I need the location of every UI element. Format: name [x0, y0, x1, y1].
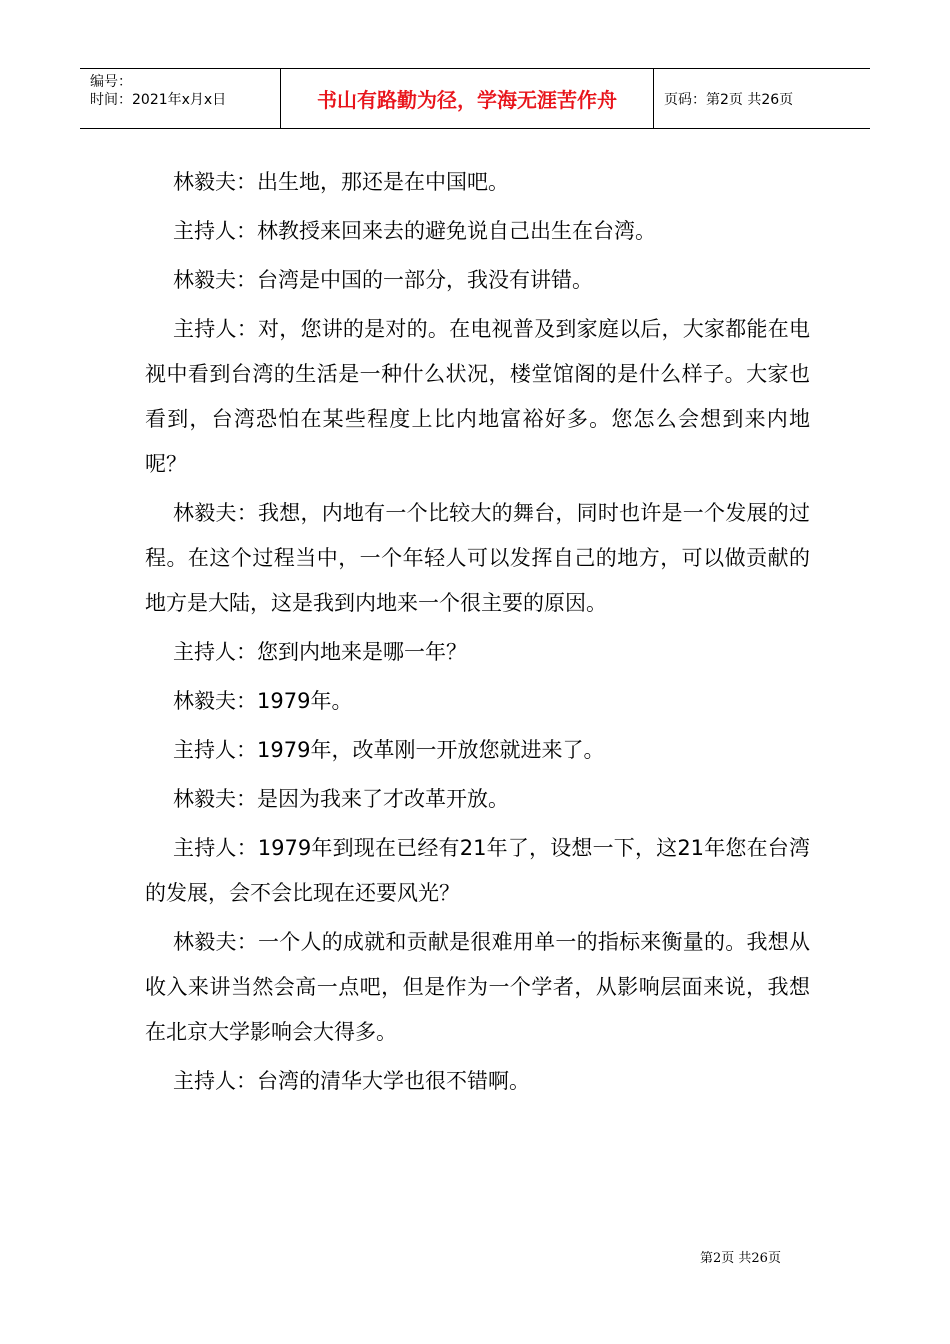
paragraph: 主持人：对，您讲的是对的。在电视普及到家庭以后，大家都能在电视中看到台湾的生活是一种什么状况，楼堂馆阁的是什么样子。大家也看到，台湾恐怕在某些程度上比内地富裕好多。您怎么会想到来内地呢？	[145, 317, 810, 476]
paragraph: 主持人：台湾的清华大学也很不错啊。	[173, 1069, 530, 1093]
header-motto: 书山有路勤为径，学海无涯苦作舟	[281, 69, 654, 128]
paragraph: 林毅夫：是因为我来了才改革开放。	[173, 787, 509, 811]
paragraph: 林毅夫：一个人的成就和贡献是很难用单一的指标来衡量的。我想从收入来讲当然会高一点吧，但是作为一个学者，从影响层面来说，我想在北京大学影响会大得多。	[145, 930, 810, 1044]
document-body	[145, 160, 810, 1108]
time-label: 时间：2021年x月x日	[90, 92, 227, 108]
paragraph: 主持人：1979年到现在已经有21年了，设想一下，这21年您在台湾的发展，会不会比现在还要风光？	[145, 836, 810, 905]
paragraph: 林毅夫：我想，内地有一个比较大的舞台，同时也许是一个发展的过程。在这个过程当中，一个年轻人可以发挥自己的地方，可以做贡献的地方是大陆，这是我到内地来一个很主要的原因。	[145, 501, 810, 615]
paragraph: 林毅夫：台湾是中国的一部分，我没有讲错。	[173, 268, 593, 292]
paragraph: 林毅夫：出生地，那还是在中国吧。	[173, 170, 509, 194]
paragraph: 林毅夫：1979年。	[173, 689, 353, 713]
header-meta	[80, 69, 281, 128]
paragraph: 主持人：您到内地来是哪一年？	[173, 640, 467, 664]
page-header	[80, 68, 870, 129]
paragraph: 主持人：林教授来回来去的避免说自己出生在台湾。	[173, 219, 656, 243]
paragraph: 主持人：1979年，改革刚一开放您就进来了。	[173, 738, 605, 762]
number-label: 编号：	[90, 74, 132, 90]
header-page-info: 页码：第2页 共26页	[664, 91, 794, 108]
page-footer: 第2页 共26页	[700, 1251, 781, 1266]
